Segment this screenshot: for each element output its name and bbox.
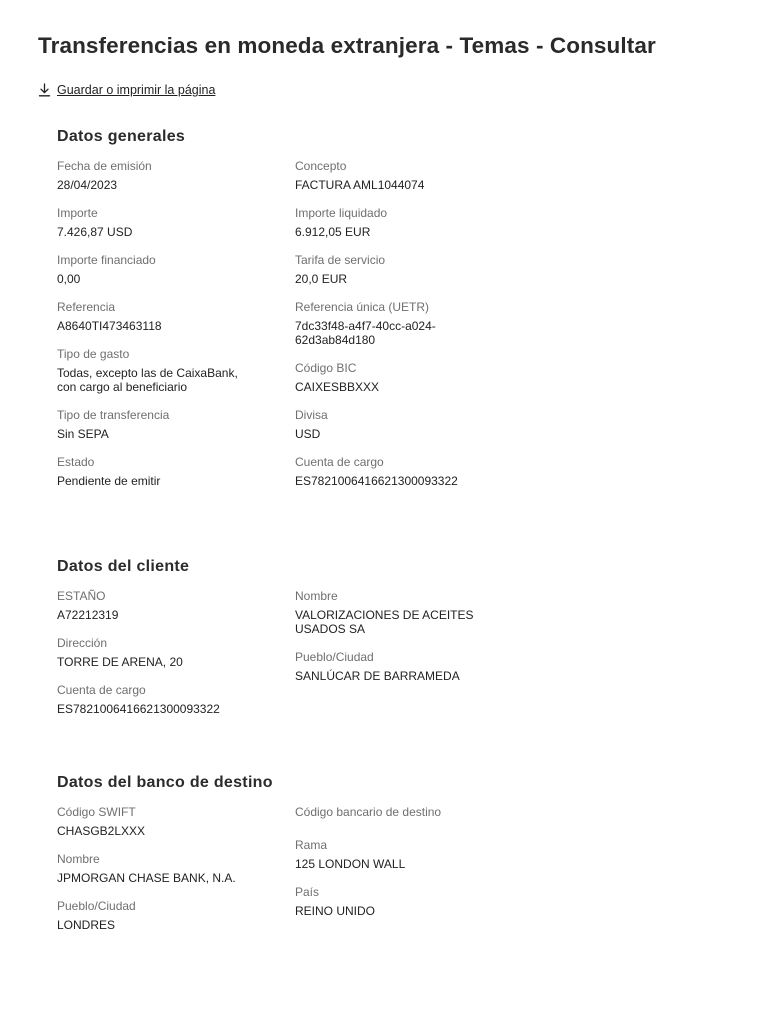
field-label: Código BIC [295,361,357,375]
field-value: A72212319 [57,608,119,622]
field-label: Estado [57,455,95,469]
field-divisa [295,408,527,441]
field-label: Referencia única (UETR) [295,300,430,314]
field-label: Código SWIFT [57,805,136,819]
field-value: CHASGB2LXXX [57,824,146,838]
field-value: Pendiente de emitir [57,474,161,488]
field-label: Importe financiado [57,253,156,267]
field-value: Todas, excepto las de CaixaBank, con cargo al beneficiario [57,366,238,394]
field-importe [57,206,295,239]
field-codigo-bancario-destino [295,805,527,824]
field-value: Sin SEPA [57,427,109,441]
field-label: Importe liquidado [295,206,388,220]
field-label: Nombre [57,852,100,866]
field-value: 28/04/2023 [57,178,118,192]
general-left-column [57,159,295,488]
save-print-link[interactable] [38,83,215,97]
bank-right-column [295,805,527,932]
field-pueblo-ciudad-cliente [295,650,527,683]
field-value: 6.912,05 EUR [295,225,371,239]
field-tarifa-servicio [295,253,527,286]
field-pais [295,885,527,918]
field-value: 125 LONDON WALL [295,857,406,871]
field-estano [57,589,295,622]
field-label: Concepto [295,159,347,173]
field-cuenta-cargo-cliente [57,683,295,716]
field-value: 7dc33f48-a4f7-40cc-a024- 62d3ab84d180 [295,319,436,347]
field-value: FACTURA AML1044074 [295,178,425,192]
field-label: Pueblo/Ciudad [295,650,374,664]
field-nombre-banco [57,852,295,885]
field-label: Pueblo/Ciudad [57,899,136,913]
section-heading-general: Datos generales [57,128,186,145]
client-left-column [57,589,295,716]
field-value: JPMORGAN CHASE BANK, N.A. [57,871,236,885]
field-value: LONDRES [57,918,116,932]
field-value: 7.426,87 USD [57,225,133,239]
field-value: ES7821006416621300093322 [295,474,458,488]
field-direccion [57,636,295,669]
field-label: Rama [295,838,328,852]
field-value: 20,0 EUR [295,272,348,286]
field-label: Referencia [57,300,116,314]
field-value: 0,00 [57,272,81,286]
field-referencia [57,300,295,333]
field-nombre-cliente [295,589,527,636]
field-importe-liquidado [295,206,527,239]
field-rama [295,838,527,871]
field-codigo-bic [295,361,527,394]
field-label: ESTAÑO [57,589,106,603]
field-label: País [295,885,320,899]
field-fecha-emision [57,159,295,192]
field-label: Nombre [295,589,338,603]
section-heading-client: Datos del cliente [57,558,190,575]
field-value: SANLÚCAR DE BARRAMEDA [295,669,460,683]
field-label: Importe [57,206,98,220]
field-value: VALORIZACIONES DE ACEITES USADOS SA [295,608,474,636]
field-tipo-transferencia [57,408,295,441]
field-label: Fecha de emisión [57,159,152,173]
field-value: TORRE DE ARENA, 20 [57,655,183,669]
field-value: CAIXESBBXXX [295,380,380,394]
field-pueblo-ciudad-banco [57,899,295,932]
field-label: Tipo de transferencia [57,408,170,422]
section-bank [57,774,527,932]
field-label: Divisa [295,408,328,422]
client-right-column [295,589,527,716]
general-right-column [295,159,527,488]
bank-left-column [57,805,295,932]
page-title: Transferencias en moneda extranjera - Temas - Consultar [38,33,656,58]
field-estado [57,455,295,488]
field-label: Cuenta de cargo [57,683,146,697]
field-concepto [295,159,527,192]
section-heading-bank: Datos del banco de destino [57,774,273,791]
field-label: Tipo de gasto [57,347,130,361]
field-label: Dirección [57,636,108,650]
field-value: ES7821006416621300093322 [57,702,220,716]
download-icon [38,83,51,97]
field-label: Código bancario de destino [295,805,442,819]
field-cuenta-cargo [295,455,527,488]
field-value: REINO UNIDO [295,904,376,918]
field-referencia-unica [295,300,527,347]
field-importe-financiado [57,253,295,286]
field-label: Cuenta de cargo [295,455,384,469]
save-print-label[interactable]: Guardar o imprimir la página [57,83,216,97]
field-value: USD [295,427,321,441]
section-general [57,128,527,488]
section-client [57,558,527,716]
field-value: A8640TI473463118 [57,319,162,333]
field-tipo-gasto [57,347,295,394]
field-label: Tarifa de servicio [295,253,386,267]
field-codigo-swift [57,805,295,838]
